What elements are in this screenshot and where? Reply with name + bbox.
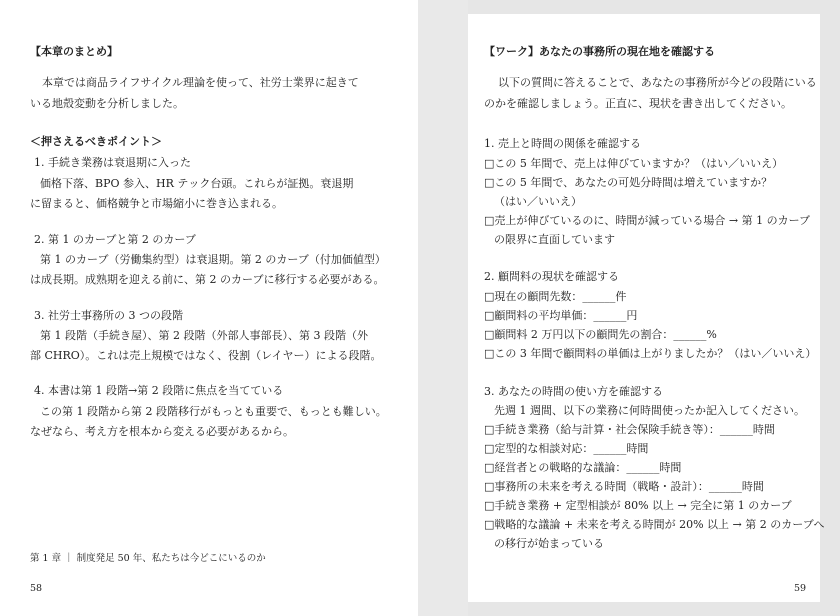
point-3-body-1: 第 1 段階（手続き屋）、第 2 段階（外部人事部長）、第 3 段階（外 xyxy=(40,329,368,342)
section-1-line-1: □この 5 年間で、売上は伸びていますか？（はい／いいえ） xyxy=(484,157,784,170)
right-page xyxy=(468,14,825,602)
work-intro-line-1: 以下の質問に答えることで、あなたの事務所が今どの段階にいる xyxy=(498,76,817,89)
point-3-body-2: 部 CHRO）。これは売上規模ではなく、役割（レイヤー）による段階。 xyxy=(30,349,382,362)
summary-intro-line-2: いる地殻変動を分析しました。 xyxy=(30,97,184,110)
section-3-line-1: 先週 1 週間、以下の業務に何時間使ったか記入してください。 xyxy=(494,404,805,417)
point-3-title: 3. 社労士事務所の 3 つの段階 xyxy=(34,309,183,322)
section-2-title: 2. 顧問料の現状を確認する xyxy=(484,270,619,283)
point-1-body-2: に留まると、価格競争と市場縮小に巻き込まれる。 xyxy=(30,197,283,210)
page-number-left: 58 xyxy=(30,583,43,594)
point-2-title: 2. 第 1 のカーブと第 2 のカーブ xyxy=(34,233,196,246)
section-2-line-3: □顧問料 2 万円以下の顧問先の割合：______% xyxy=(484,328,717,341)
left-page xyxy=(0,0,418,616)
section-2-line-4: □この 3 年間で顧問料の単価は上がりましたか？（はい／いいえ） xyxy=(484,347,817,360)
page-number-right: 59 xyxy=(794,583,807,594)
summary-intro-line-1: 本章では商品ライフサイクル理論を使って、社労士業界に起きて xyxy=(42,76,359,89)
section-3-line-4: □経営者との戦略的な議論：______時間 xyxy=(484,461,682,474)
point-4-title: 4. 本書は第 1 段階→第 2 段階に焦点を当てている xyxy=(34,384,284,397)
point-2-body-2: は成長期。成熟期を迎える前に、第 2 のカーブに移行する必要がある。 xyxy=(30,273,385,286)
section-3-line-5: □事務所の未来を考える時間（戦略・設計）：______時間 xyxy=(484,480,764,493)
point-1-body-1: 価格下落、BPO 参入、HR テック台頭。これらが証拠。衰退期 xyxy=(40,177,354,190)
section-3-line-7: □戦略的な議論 + 未来を考える時間が 20% 以上 → 第 2 のカーブへ xyxy=(484,518,825,531)
section-3-line-8: の移行が始まっている xyxy=(494,537,604,550)
section-2-line-1: □現在の顧問先数：______件 xyxy=(484,290,627,303)
section-1-line-4: □売上が伸びているのに、時間が減っている場合 → 第 1 のカーブ xyxy=(484,214,811,227)
points-heading: ＜押さえるべきポイント＞ xyxy=(30,135,162,148)
section-1-line-3: （はい／いいえ） xyxy=(494,195,582,208)
work-intro-line-2: のかを確認しましょう。正直に、現状を書き出してください。 xyxy=(484,97,792,110)
work-heading: 【ワーク】あなたの事務所の現在地を確認する xyxy=(484,45,715,58)
section-2-line-2: □顧問料の平均単価：______円 xyxy=(484,309,638,322)
section-3-line-6: □手続き業務 + 定型相談が 80% 以上 → 完全に第 1 のカーブ xyxy=(484,499,792,512)
section-1-title: 1. 売上と時間の関係を確認する xyxy=(484,137,641,150)
running-footer: 第 1 章 ｜ 制度発足 50 年、私たちは今どこにいるのか xyxy=(30,553,266,564)
point-1-title: 1. 手続き業務は衰退期に入った xyxy=(34,156,191,169)
point-4-body-1: この第 1 段階から第 2 段階移行がもっとも重要で、もっとも難しい。 xyxy=(40,405,387,418)
book-gutter xyxy=(418,0,468,616)
section-1-line-5: の限界に直面しています xyxy=(494,233,615,246)
point-2-body-1: 第 1 のカーブ（労働集約型）は衰退期。第 2 のカーブ（付加価値型） xyxy=(40,253,386,266)
section-3-line-2: □手続き業務（給与計算・社会保険手続き等）：______時間 xyxy=(484,423,775,436)
point-4-body-2: なぜなら、考え方を根本から変える必要があるから。 xyxy=(30,425,294,438)
section-3-line-3: □定型的な相談対応：______時間 xyxy=(484,442,649,455)
summary-heading: 【本章のまとめ】 xyxy=(30,45,118,58)
section-3-title: 3. あなたの時間の使い方を確認する xyxy=(484,385,663,398)
section-1-line-2: □この 5 年間で、あなたの可処分時間は増えていますか？ xyxy=(484,176,773,189)
